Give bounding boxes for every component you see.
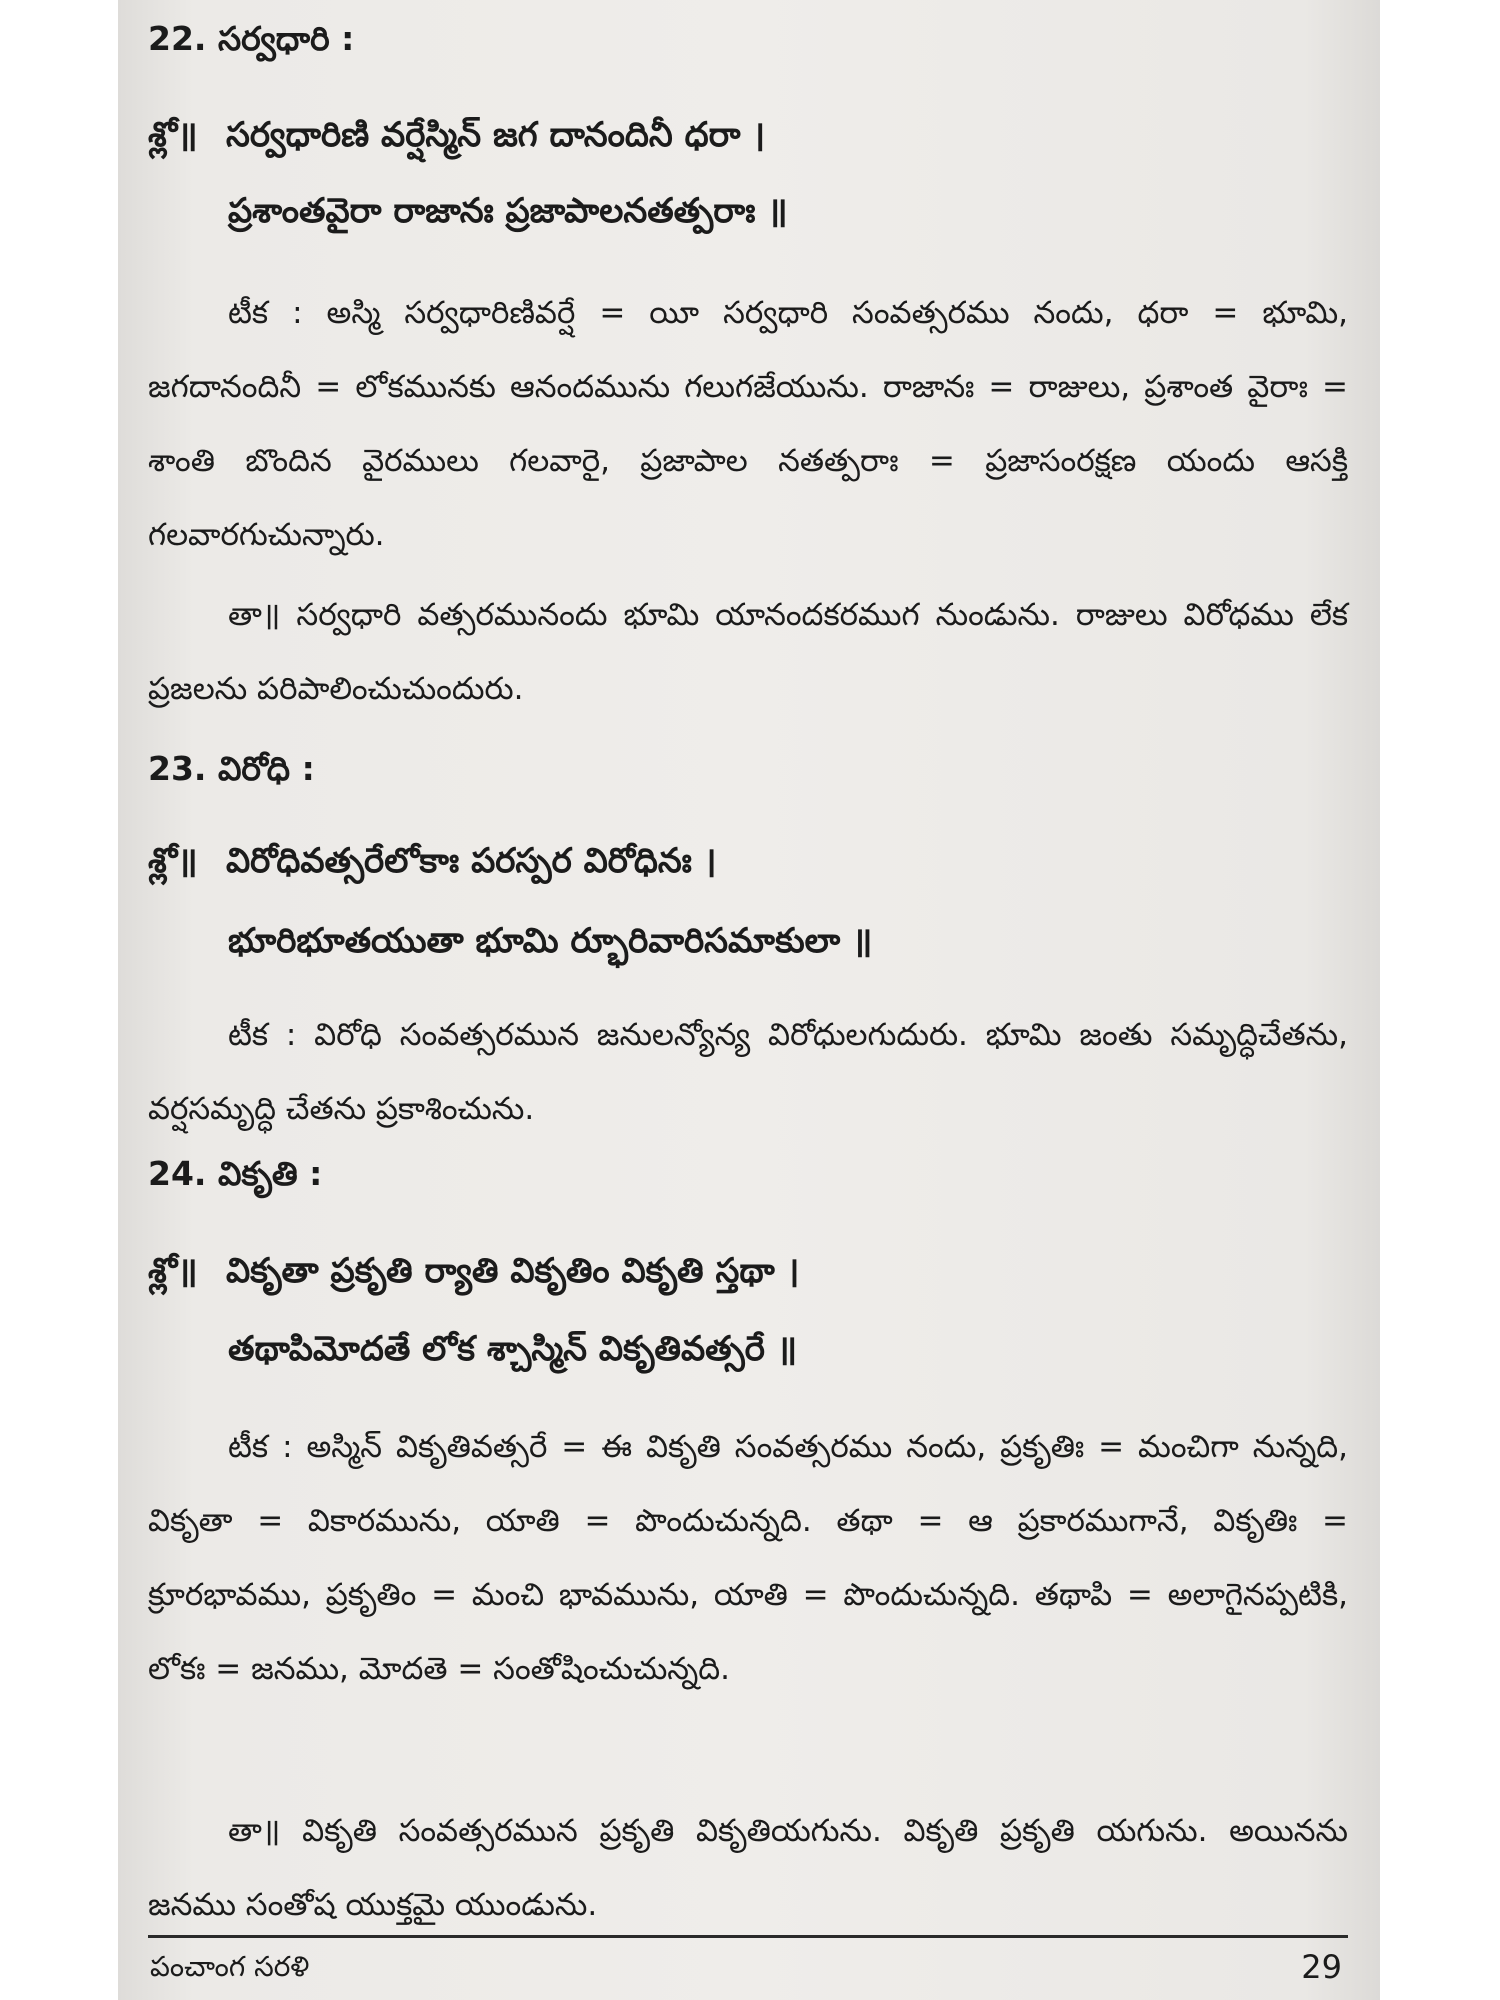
sloka-text: విరోధివత్సరేలోకాః పరస్పర విరోధినః । <box>226 841 717 881</box>
sloka-line: ప్రశాంతవైరా రాజానః ప్రజాపాలనతత్పరాః ॥ <box>228 191 788 231</box>
sloka-22-line2 <box>148 191 1348 231</box>
sloka-mark: శ్లో॥ <box>148 841 198 881</box>
sloka-line <box>148 841 1348 881</box>
section-heading: 22. సర్వధారి : <box>148 19 355 58</box>
sloka-24-line2 <box>148 1329 1348 1369</box>
sloka-line <box>148 115 1348 155</box>
tika-24 <box>148 1410 1348 1706</box>
tatparya-paragraph: తా॥ వికృతి సంవత్సరమున ప్రకృతి వికృతియగును. వికృతి ప్రకృతి యగును. అయినను జనము సంతోష యుక్తమై యుండును. <box>148 1813 1348 1923</box>
section-heading: 24. వికృతి : <box>148 1154 323 1193</box>
section-24 <box>148 1154 1348 1193</box>
section-23 <box>148 749 1348 788</box>
tika-paragraph: టీక : అస్మి సర్వధారిణివర్షే = యీ సర్వధారి సంవత్సరము నందు, ధరా = భూమి, జగదానందినీ = లోకమునకు ఆనందమును గలుగజేయును. రాజానః = రాజులు, ప్రశాంత వైరాః = శాంతి బొందిన వైరములు గలవారై, ప్రజాపాల నతత్పరాః = ప్రజాసంరక్షణ యందు ఆసక్తి గలవారగుచున్నారు. <box>148 295 1348 553</box>
sloka-23 <box>148 841 1348 881</box>
sloka-24 <box>148 1251 1348 1291</box>
sloka-23-line2 <box>148 921 1348 961</box>
tika-22 <box>148 276 1348 572</box>
sloka-line: తథాపిమోదతే లోక శ్చాస్మిన్ వికృతివత్సరే ॥ <box>228 1329 798 1369</box>
tatparya-24 <box>148 1794 1348 1942</box>
tatparya-22 <box>148 578 1348 726</box>
sloka-text: సర్వధారిణి వర్షేస్మిన్ జగ దానందినీ ధరా । <box>226 115 766 155</box>
sloka-line: భూరిభూతయుతా భూమి ర్భూరివారిసమాకులా ॥ <box>228 921 873 961</box>
page-number: 29 <box>1301 1948 1342 1986</box>
footer-divider <box>148 1935 1348 1938</box>
sloka-mark: శ్లో॥ <box>148 115 198 155</box>
tika-paragraph: టీక : విరోధి సంవత్సరమున జనులన్యోన్య విరోధులగుదురు. భూమి జంతు సమృద్ధిచేతను, వర్షసమృద్ధి చేతను ప్రకాశించును. <box>148 1017 1348 1127</box>
section-22 <box>148 19 1348 58</box>
tika-23 <box>148 998 1348 1146</box>
sloka-text: వికృతా ప్రకృతి ర్యాతి వికృతిం వికృతి స్తథా । <box>226 1251 800 1291</box>
sloka-mark: శ్లో॥ <box>148 1251 198 1291</box>
book-page <box>118 0 1380 2000</box>
tatparya-paragraph: తా॥ సర్వధారి వత్సరమునందు భూమి యానందకరముగ నుండును. రాజులు విరోధము లేక ప్రజలను పరిపాలించుచుందురు. <box>148 597 1348 707</box>
footer-book-title: పంచాంగ సరళి <box>150 1950 310 1983</box>
section-heading: 23. విరోధి : <box>148 749 315 788</box>
tika-paragraph: టీక : అస్మిన్ వికృతివత్సరే = ఈ వికృతి సంవత్సరము నందు, ప్రకృతిః = మంచిగా నున్నది, వికృతా = వికారమును, యాతి = పొందుచున్నది. తథా = ఆ ప్రకారముగానే, వికృతిః = క్రూరభావము, ప్రకృతిం = మంచి భావమును, యాతి = పొందుచున్నది. తథాపి = అలాగైనప్పటికి, లోకః = జనము, మోదతె = సంతోషించుచున్నది. <box>148 1429 1348 1687</box>
sloka-22 <box>148 115 1348 155</box>
sloka-line <box>148 1251 1348 1291</box>
